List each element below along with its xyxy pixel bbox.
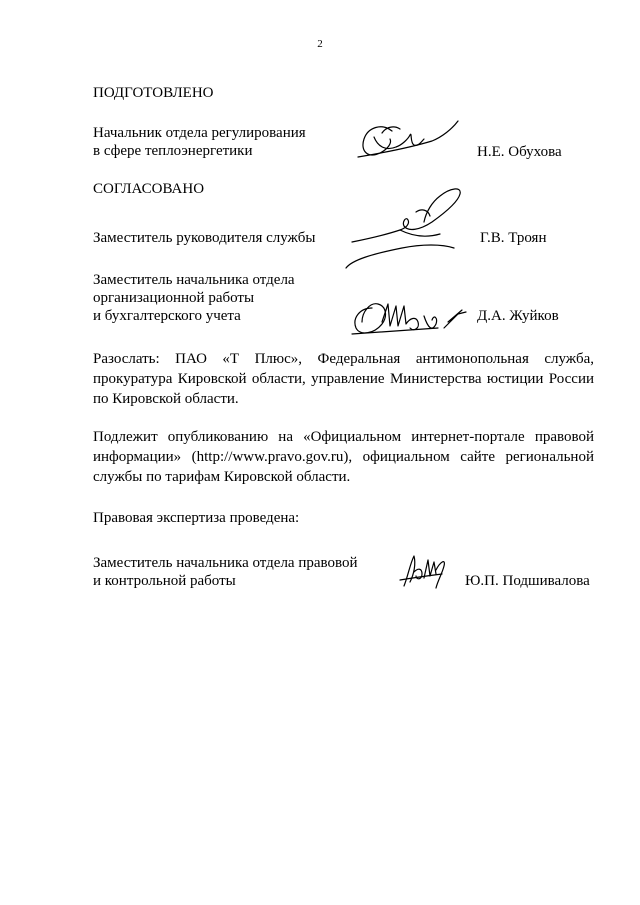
prepared-position-line2: в сфере теплоэнергетики [93, 143, 253, 159]
prepared-heading: ПОДГОТОВЛЕНО [93, 85, 214, 101]
signature-obukhova [352, 117, 464, 167]
publication-line2: информации» (http://www.pravo.gov.ru), официальном сайте региональной [93, 449, 594, 465]
distribution-line3: по Кировской области. [93, 391, 239, 407]
signature-podshivalova [396, 550, 450, 592]
agreed-signer2-position-line3: и бухгалтерского учета [93, 308, 241, 324]
prepared-position-line1: Начальник отдела регулирования [93, 125, 306, 141]
prepared-name: Н.Е. Обухова [477, 144, 562, 160]
publication-line1: Подлежит опубликованию на «Официальном интернет-портале правовой [93, 429, 594, 445]
legal-review-position-line1: Заместитель начальника отдела правовой [93, 555, 358, 571]
legal-review-name: Ю.П. Подшивалова [465, 573, 590, 589]
agreed-signer2-name: Д.А. Жуйков [477, 308, 559, 324]
publication-paragraph [93, 427, 594, 487]
signature-zhuykov [348, 298, 472, 340]
distribution-paragraph [93, 349, 594, 409]
distribution-line2: прокуратура Кировской области, управление Министерства юстиции России [93, 371, 594, 387]
publication-line3: службы по тарифам Кировской области. [93, 469, 351, 485]
legal-review-statement: Правовая экспертиза проведена: [93, 510, 300, 526]
signature-troyan [342, 182, 472, 274]
agreed-signer1-position: Заместитель руководителя службы [93, 230, 316, 246]
agreed-heading: СОГЛАСОВАНО [93, 181, 205, 197]
page-number: 2 [317, 38, 323, 50]
agreed-signer2-position-line2: организационной работы [93, 290, 255, 306]
distribution-line1: Разослать: ПАО «Т Плюс», Федеральная антимонопольная служба, [93, 351, 594, 367]
agreed-signer1-name: Г.В. Троян [480, 230, 547, 246]
legal-review-position-line2: и контрольной работы [93, 573, 236, 589]
agreed-signer2-position-line1: Заместитель начальника отдела [93, 272, 295, 288]
